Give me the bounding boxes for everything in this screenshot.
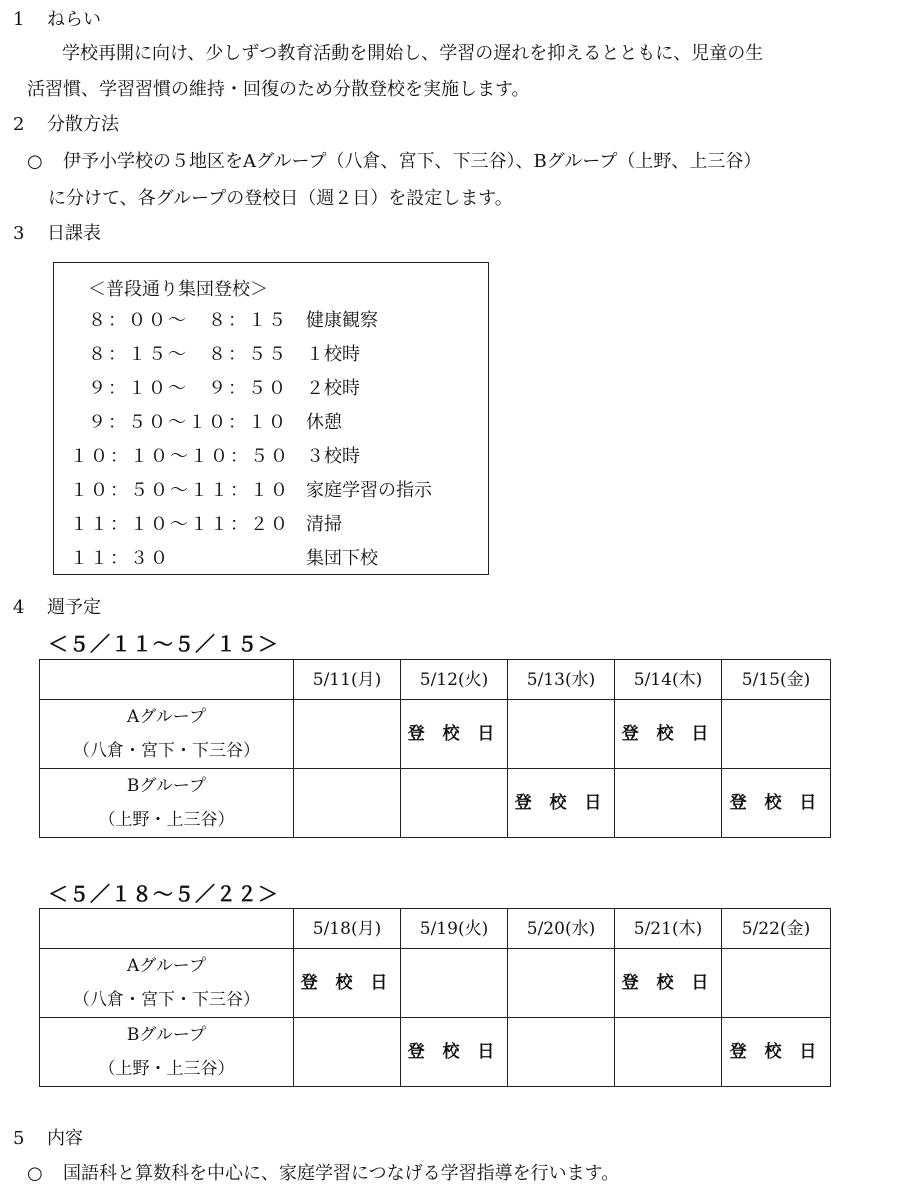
day-header: 5/14(木) xyxy=(615,660,722,700)
bullet-circle-icon: ○ xyxy=(27,1163,43,1184)
bullet-text: 伊予小学校の５地区をAグループ（八倉、宮下、下三谷）、Bグループ（上野、上三谷） xyxy=(63,151,762,172)
section-title: ねらい xyxy=(47,9,101,30)
week-2-table xyxy=(39,908,831,1087)
section-2-heading xyxy=(13,113,119,137)
day-header: 5/11(月) xyxy=(294,660,401,700)
group-name: Bグループ xyxy=(126,776,207,796)
section-title: 分散方法 xyxy=(47,114,119,135)
section-1-body-line-2: 活習慣、学習習慣の維持・回復のため分散登校を実施します。 xyxy=(27,79,530,100)
group-areas: （上野・上三谷） xyxy=(98,810,235,830)
schedule-row xyxy=(70,513,342,537)
attendance-cell: 登 校 日 xyxy=(401,700,508,769)
day-header: 5/22(金) xyxy=(722,909,831,949)
week-2-title: ＜５／１８～５／２２＞ xyxy=(48,882,279,906)
section-1-heading xyxy=(13,8,101,32)
section-number: 1 xyxy=(13,9,25,30)
table-row xyxy=(40,769,831,838)
attendance-cell xyxy=(294,700,401,769)
bullet-circle-icon: ○ xyxy=(27,151,43,172)
group-label-cell xyxy=(40,769,294,838)
day-header: 5/19(火) xyxy=(401,909,508,949)
attendance-cell xyxy=(508,700,615,769)
table-header-row xyxy=(40,660,831,700)
section-title: 週予定 xyxy=(47,597,101,618)
attendance-cell: 登 校 日 xyxy=(722,769,831,838)
section-1-body-line-1: 学校再開に向け、少しずつ教育活動を開始し、学習の遅れを抑えるとともに、児童の生 xyxy=(62,43,764,64)
schedule-row xyxy=(70,445,360,469)
group-areas: （八倉・宮下・下三谷） xyxy=(73,990,260,1010)
table-header-row xyxy=(40,909,831,949)
group-areas: （上野・上三谷） xyxy=(98,1059,235,1079)
group-name: Aグループ xyxy=(127,707,206,727)
attendance-cell: 登 校 日 xyxy=(294,949,401,1018)
schedule-time: ９：１０～ ９：５０ xyxy=(88,378,288,399)
schedule-time: １１：３０ xyxy=(70,548,170,569)
day-header: 5/18(月) xyxy=(294,909,401,949)
attendance-cell xyxy=(615,769,722,838)
schedule-activity: 集団下校 xyxy=(306,548,378,569)
attendance-cell xyxy=(401,769,508,838)
day-header: 5/12(火) xyxy=(401,660,508,700)
section-2-bullet-line-1 xyxy=(27,150,761,174)
schedule-row xyxy=(88,411,342,435)
schedule-activity: 休憩 xyxy=(306,412,342,433)
schedule-title: ＜普段通り集団登校＞ xyxy=(88,279,268,300)
bullet-text: 国語科と算数科を中心に、家庭学習につなげる学習指導を行います。 xyxy=(63,1163,620,1184)
schedule-activity: ３校時 xyxy=(306,446,360,467)
schedule-activity: ２校時 xyxy=(306,378,360,399)
group-name: Bグループ xyxy=(126,1025,207,1045)
schedule-row xyxy=(70,479,432,503)
week-1-title: ＜５／１１～５／１５＞ xyxy=(48,632,279,656)
section-title: 内容 xyxy=(47,1128,83,1149)
attendance-cell xyxy=(508,1018,615,1087)
section-2-bullet-line-2: に分けて、各グループの登校日（週２日）を設定します。 xyxy=(48,188,513,209)
schedule-time: １０：５０～１１：１０ xyxy=(70,480,290,501)
section-number: 5 xyxy=(13,1128,25,1149)
attendance-cell: 登 校 日 xyxy=(615,949,722,1018)
group-name: Aグループ xyxy=(127,956,206,976)
schedule-row xyxy=(70,547,378,571)
group-areas: （八倉・宮下・下三谷） xyxy=(73,741,260,761)
group-label-cell xyxy=(40,1018,294,1087)
day-header: 5/21(木) xyxy=(615,909,722,949)
group-label-cell xyxy=(40,949,294,1018)
attendance-cell xyxy=(508,949,615,1018)
schedule-time: ９：５０～１０：１０ xyxy=(88,412,288,433)
schedule-row xyxy=(88,343,360,367)
daily-schedule-box xyxy=(53,262,489,575)
day-header: 5/13(水) xyxy=(508,660,615,700)
attendance-cell xyxy=(294,769,401,838)
section-5-bullet xyxy=(27,1162,619,1186)
section-number: 4 xyxy=(13,597,25,618)
schedule-activity: 清掃 xyxy=(306,514,342,535)
corner-cell xyxy=(40,660,294,700)
day-header: 5/20(水) xyxy=(508,909,615,949)
attendance-cell: 登 校 日 xyxy=(508,769,615,838)
table-row xyxy=(40,1018,831,1087)
attendance-cell xyxy=(722,949,831,1018)
attendance-cell xyxy=(615,1018,722,1087)
table-row xyxy=(40,949,831,1018)
schedule-time: １０：１０～１０：５０ xyxy=(70,446,290,467)
schedule-time: ８：１５～ ８：５５ xyxy=(88,344,288,365)
attendance-cell xyxy=(294,1018,401,1087)
day-header: 5/15(金) xyxy=(722,660,831,700)
attendance-cell: 登 校 日 xyxy=(722,1018,831,1087)
section-title: 日課表 xyxy=(47,223,101,244)
table-row xyxy=(40,700,831,769)
section-number: 3 xyxy=(13,223,25,244)
attendance-cell: 登 校 日 xyxy=(615,700,722,769)
schedule-activity: 健康観察 xyxy=(306,310,378,331)
section-5-heading xyxy=(13,1127,83,1151)
group-label-cell xyxy=(40,700,294,769)
section-number: 2 xyxy=(13,114,25,135)
schedule-time: １１：１０～１１：２０ xyxy=(70,514,290,535)
schedule-activity: １校時 xyxy=(306,344,360,365)
attendance-cell xyxy=(401,949,508,1018)
schedule-activity: 家庭学習の指示 xyxy=(306,480,432,501)
attendance-cell xyxy=(722,700,831,769)
schedule-time: ８：００～ ８：１５ xyxy=(88,310,288,331)
week-1-table xyxy=(39,659,831,838)
attendance-cell: 登 校 日 xyxy=(401,1018,508,1087)
section-4-heading xyxy=(13,596,101,620)
schedule-row xyxy=(88,309,378,333)
corner-cell xyxy=(40,909,294,949)
schedule-row xyxy=(88,377,360,401)
section-3-heading xyxy=(13,222,101,246)
